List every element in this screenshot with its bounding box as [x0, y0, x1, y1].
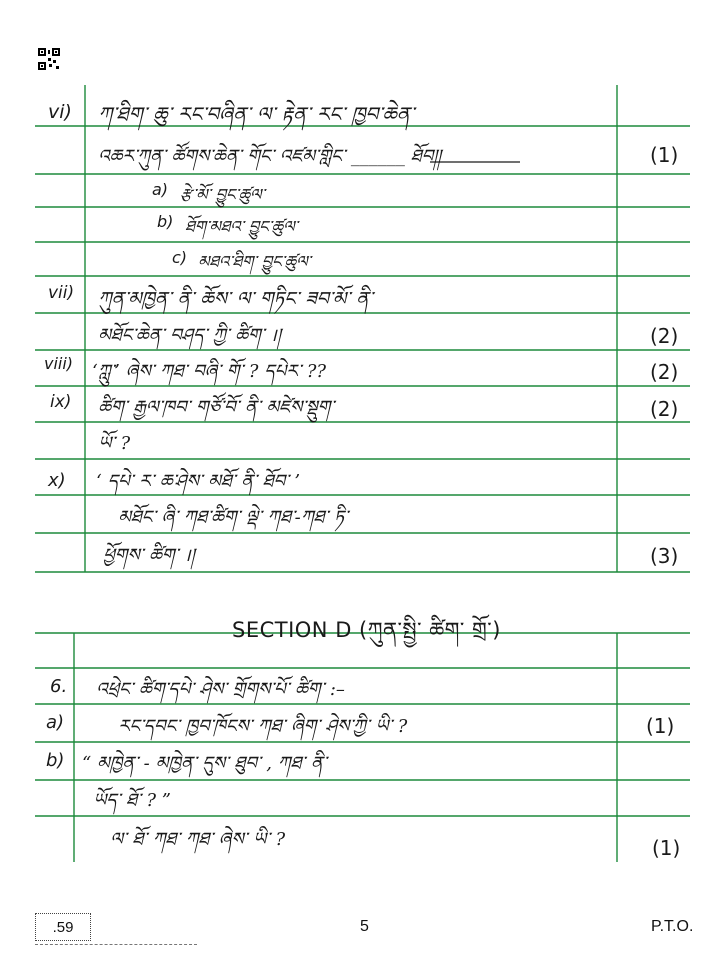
answer-line: ཡོ་ ? — [98, 433, 131, 454]
answer-line: ‘ཀླུ་’ ཞེས་ ཀཐ་ བཞི་ གོ་ ? དཔེར་ ?? — [92, 361, 327, 382]
option-label: b) — [157, 212, 174, 231]
answer-line: ཡོད་ ཐོ་ ? ” — [93, 790, 171, 811]
item-label: vii) — [48, 283, 75, 303]
answer-line: འཕྲེང་ ཚིག་དཔེ་ ཤེས་ གྲོགས་པོ་ ཚིག་ :– — [96, 679, 345, 700]
answer-line: ཚིག་ རྒྱལ་ཁབ་ གཙོ་བོ་ ནི་ མཛེས་སྡུག་ — [98, 397, 334, 418]
footer-divider — [35, 944, 197, 945]
answer-line: མཐའ་ཐིག་ བྱུང་ཚུལ་ — [198, 252, 311, 271]
option-label: a) — [152, 180, 169, 199]
answer-line: ཐོག་མཐའ་ བྱུང་ཚུལ་ — [185, 217, 298, 236]
answer-line: རང་དབང་ ཁྱབ་ཁོངས་ ཀཐ་ ཞིག་ ཤེས་ཀྱི་ ཡི་ ? — [118, 716, 408, 737]
please-turn-over: P.T.O. — [651, 918, 694, 935]
item-label: viii) — [44, 354, 74, 373]
paper-code: .59 — [35, 913, 91, 941]
option-label: c) — [172, 248, 188, 267]
answer-line: ‘ དཔེ་ ར་ ཆ་ཤེས་ མཐོ་ ནི་ ཐོབ་ ’ — [96, 471, 301, 492]
option-label: a) — [46, 712, 65, 733]
item-label: x) — [48, 470, 66, 491]
marks: (3) — [650, 544, 679, 568]
marks: (2) — [650, 397, 679, 421]
answer-line: ཀུན་མཁྱེན་ ནི་ ཆོས་ ལ་ གཏིང་ ཟབ་མོ་ ནི་ — [98, 288, 373, 310]
section-title: SECTION D (ཀུན་སྤྱི་ ཚིག་ གྲོ་) — [232, 618, 501, 642]
page-number: 5 — [360, 918, 369, 935]
answer-line: རྩེ་མོ་ བྱུང་ཚུལ་ — [180, 185, 265, 204]
marks: (1) — [652, 836, 681, 860]
answer-line: ཕྱོགས་ ཚིག་ ।། — [103, 545, 195, 566]
answer-line: “ མཁྱེན་ - མཁྱེན་ དུས་ ཐུབ་ , ཀཐ་ ནི་ — [82, 753, 327, 774]
option-label: b) — [46, 750, 65, 771]
question-number: 6. — [50, 676, 68, 697]
answer-line: མཐོང་ ཞི་ ཀཐ་ཚིག་ ལྡེ་ ཀཐ་-ཀཐ་ ཏི་ — [118, 507, 348, 528]
marks: (1) — [650, 143, 679, 167]
item-label: vi) — [48, 101, 72, 123]
answer-line: མཐོང་ཆེན་ བཤད་ ཀྱི་ ཚིག་ ।། — [98, 325, 281, 346]
answer-line: ཀ་ཐིག་ ཆུ་ རང་བཞིན་ ལ་ རྟེན་ རང་ ཁྱབ་ཆེན་ — [98, 102, 415, 126]
item-label: ix) — [50, 392, 72, 412]
marks: (1) — [646, 714, 675, 738]
answer-line: འཆར་ཀུན་ ཚོགས་ཆེན་ གོང་ འཛམ་གླིང་ ______ ཐོབ།། — [98, 146, 442, 167]
marks: (2) — [650, 360, 679, 384]
marks: (2) — [650, 324, 679, 348]
answer-line: ལ་ ཐོ་ ཀཐ་ ཀཐ་ ཞེས་ ཡི་ ? — [110, 829, 286, 850]
